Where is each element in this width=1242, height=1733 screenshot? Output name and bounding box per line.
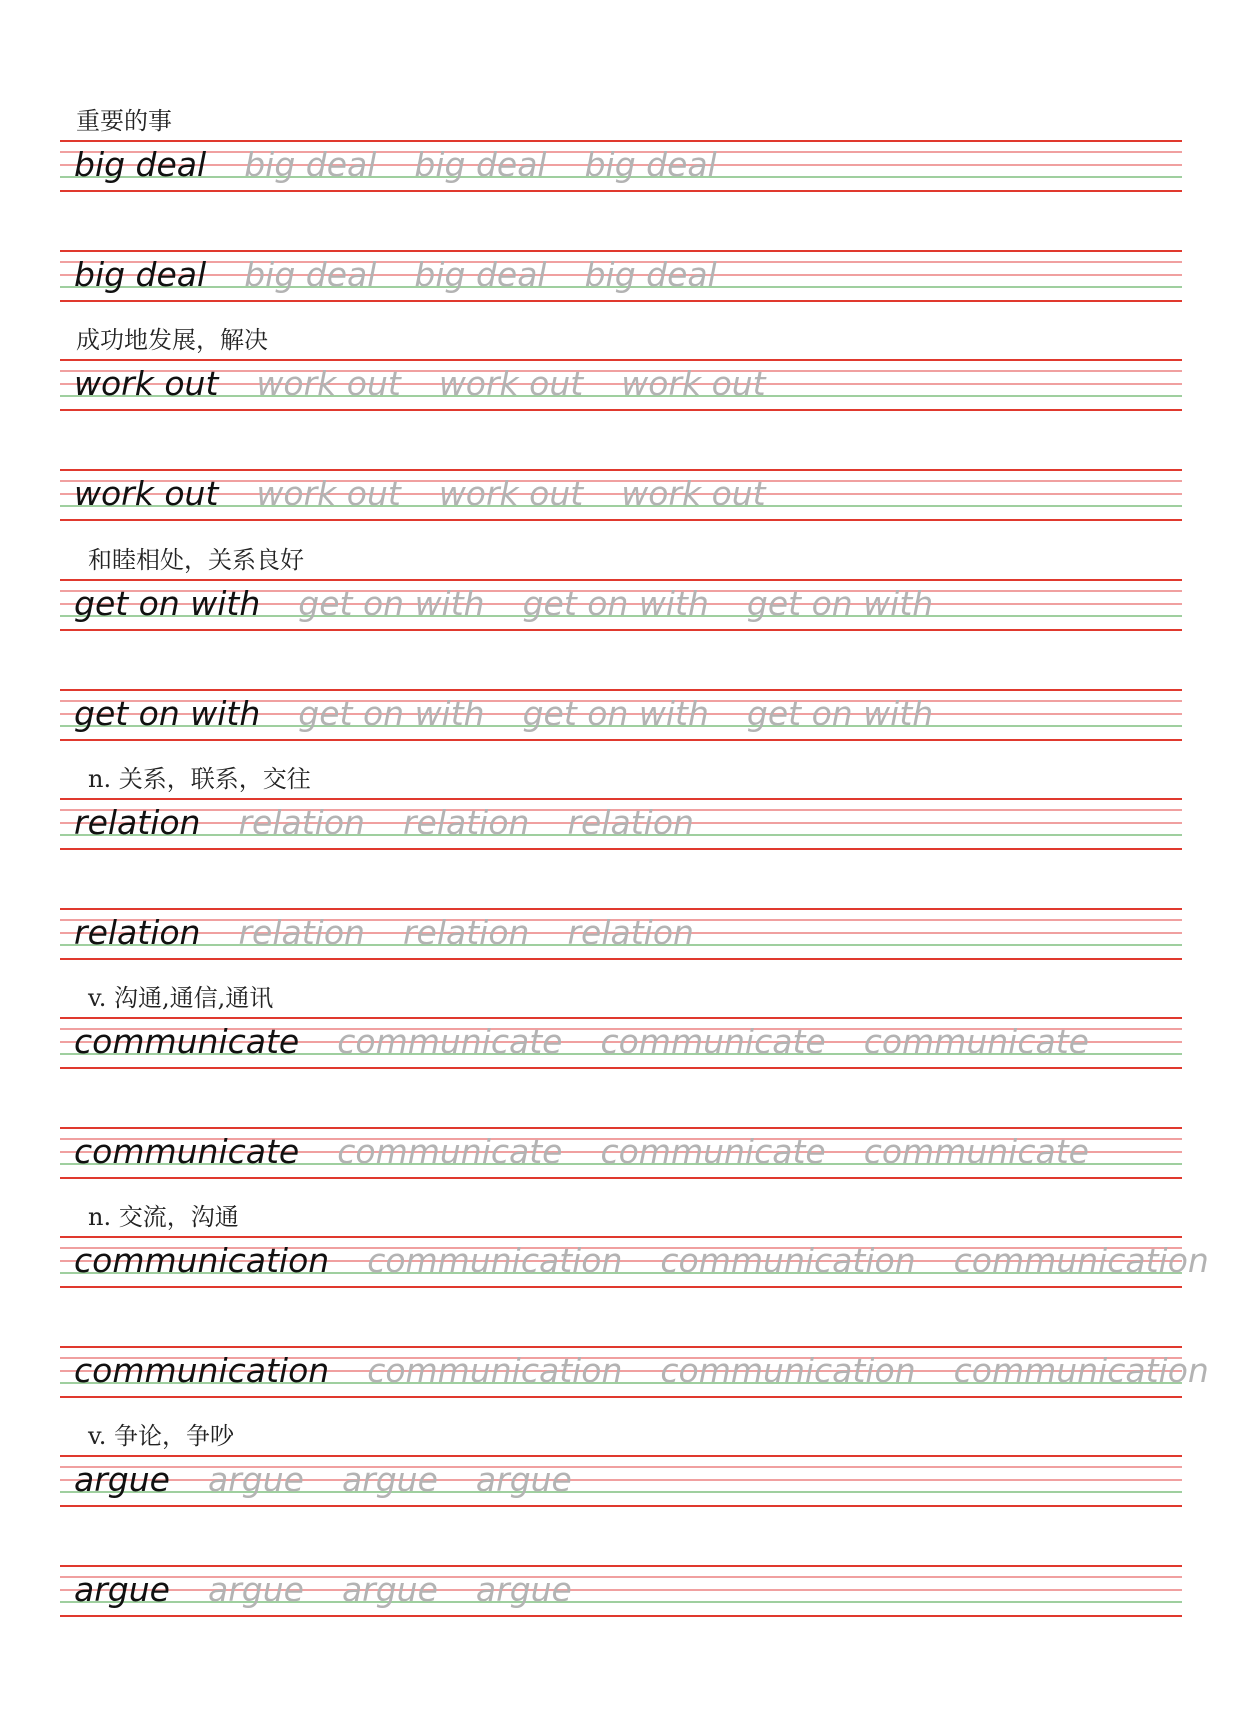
word-trace: work out bbox=[256, 364, 401, 403]
word-trace: communicate bbox=[337, 1022, 563, 1061]
word-trace: argue bbox=[475, 1460, 572, 1499]
writing-row bbox=[60, 1455, 1182, 1507]
meaning-label: v. 争论，争吵 bbox=[88, 1422, 234, 1450]
word-line bbox=[74, 910, 694, 958]
word-trace: work out bbox=[438, 364, 584, 403]
writing-row bbox=[60, 1565, 1182, 1617]
word-example: argue bbox=[74, 1570, 170, 1609]
word-trace: work out bbox=[621, 474, 766, 513]
writing-row bbox=[60, 689, 1182, 741]
word-line bbox=[74, 1457, 572, 1505]
word-trace: relation bbox=[402, 803, 530, 842]
word-trace: argue bbox=[207, 1460, 304, 1499]
word-trace: relation bbox=[567, 803, 694, 842]
word-trace: work out bbox=[256, 474, 401, 513]
word-line bbox=[74, 1567, 572, 1615]
writing-row bbox=[60, 469, 1182, 521]
writing-row bbox=[60, 1236, 1209, 1288]
word-trace: big deal bbox=[414, 145, 547, 184]
word-trace: get on with bbox=[746, 584, 934, 623]
writing-row bbox=[60, 250, 1182, 302]
meaning-label: n. 关系，联系，交往 bbox=[88, 765, 311, 793]
word-line bbox=[74, 361, 766, 409]
word-trace: communicate bbox=[600, 1132, 826, 1171]
word-trace: argue bbox=[475, 1570, 572, 1609]
word-trace: get on with bbox=[522, 694, 709, 733]
word-trace: relation bbox=[567, 913, 694, 952]
word-trace: communicate bbox=[337, 1132, 563, 1171]
word-line bbox=[74, 252, 717, 300]
word-trace: communicate bbox=[863, 1022, 1089, 1061]
word-trace: communicate bbox=[600, 1022, 826, 1061]
writing-row bbox=[60, 1017, 1182, 1069]
writing-row bbox=[60, 140, 1182, 192]
word-trace: big deal bbox=[584, 145, 717, 184]
writing-row bbox=[60, 579, 1182, 631]
word-line bbox=[74, 581, 933, 629]
word-trace: get on with bbox=[298, 694, 485, 733]
word-trace: communication bbox=[660, 1351, 916, 1390]
word-trace: relation bbox=[238, 913, 365, 952]
word-example: work out bbox=[74, 364, 219, 403]
word-example: relation bbox=[74, 913, 201, 952]
word-example: get on with bbox=[74, 584, 261, 623]
word-trace: big deal bbox=[584, 255, 717, 294]
word-trace: communication bbox=[953, 1351, 1209, 1390]
word-example: work out bbox=[74, 474, 219, 513]
word-trace: argue bbox=[207, 1570, 304, 1609]
word-trace: big deal bbox=[244, 255, 377, 294]
word-example: get on with bbox=[74, 694, 261, 733]
writing-row bbox=[60, 1346, 1209, 1398]
word-trace: get on with bbox=[522, 584, 709, 623]
writing-row bbox=[60, 798, 1182, 850]
word-line bbox=[74, 471, 766, 519]
word-trace: communication bbox=[660, 1241, 916, 1280]
word-line bbox=[74, 1129, 1089, 1177]
writing-row bbox=[60, 1127, 1182, 1179]
word-line bbox=[74, 1238, 1209, 1286]
word-trace: relation bbox=[402, 913, 530, 952]
word-trace: argue bbox=[341, 1460, 438, 1499]
word-example: communication bbox=[74, 1351, 330, 1390]
word-line bbox=[74, 691, 933, 739]
word-example: big deal bbox=[74, 145, 207, 184]
meaning-label: 和睦相处，关系良好 bbox=[88, 546, 304, 574]
word-example: big deal bbox=[74, 255, 207, 294]
word-line bbox=[74, 142, 717, 190]
word-trace: get on with bbox=[298, 584, 485, 623]
word-example: argue bbox=[74, 1460, 170, 1499]
word-trace: work out bbox=[621, 364, 766, 403]
meaning-label: n. 交流，沟通 bbox=[88, 1203, 239, 1231]
word-trace: big deal bbox=[414, 255, 547, 294]
word-trace: argue bbox=[341, 1570, 438, 1609]
word-line bbox=[74, 1348, 1209, 1396]
word-example: relation bbox=[74, 803, 201, 842]
word-trace: relation bbox=[238, 803, 365, 842]
word-line bbox=[74, 1019, 1089, 1067]
word-trace: get on with bbox=[746, 694, 934, 733]
word-trace: communication bbox=[367, 1351, 623, 1390]
word-trace: communication bbox=[367, 1241, 623, 1280]
word-trace: big deal bbox=[244, 145, 377, 184]
writing-row bbox=[60, 359, 1182, 411]
word-trace: communication bbox=[953, 1241, 1209, 1280]
word-line bbox=[74, 800, 694, 848]
word-trace: communicate bbox=[863, 1132, 1089, 1171]
word-example: communicate bbox=[74, 1022, 300, 1061]
word-example: communicate bbox=[74, 1132, 300, 1171]
word-example: communication bbox=[74, 1241, 330, 1280]
word-trace: work out bbox=[438, 474, 584, 513]
meaning-label: v. 沟通,通信,通讯 bbox=[88, 984, 274, 1012]
meaning-label: 重要的事 bbox=[76, 107, 172, 135]
writing-row bbox=[60, 908, 1182, 960]
meaning-label: 成功地发展，解决 bbox=[76, 326, 268, 354]
